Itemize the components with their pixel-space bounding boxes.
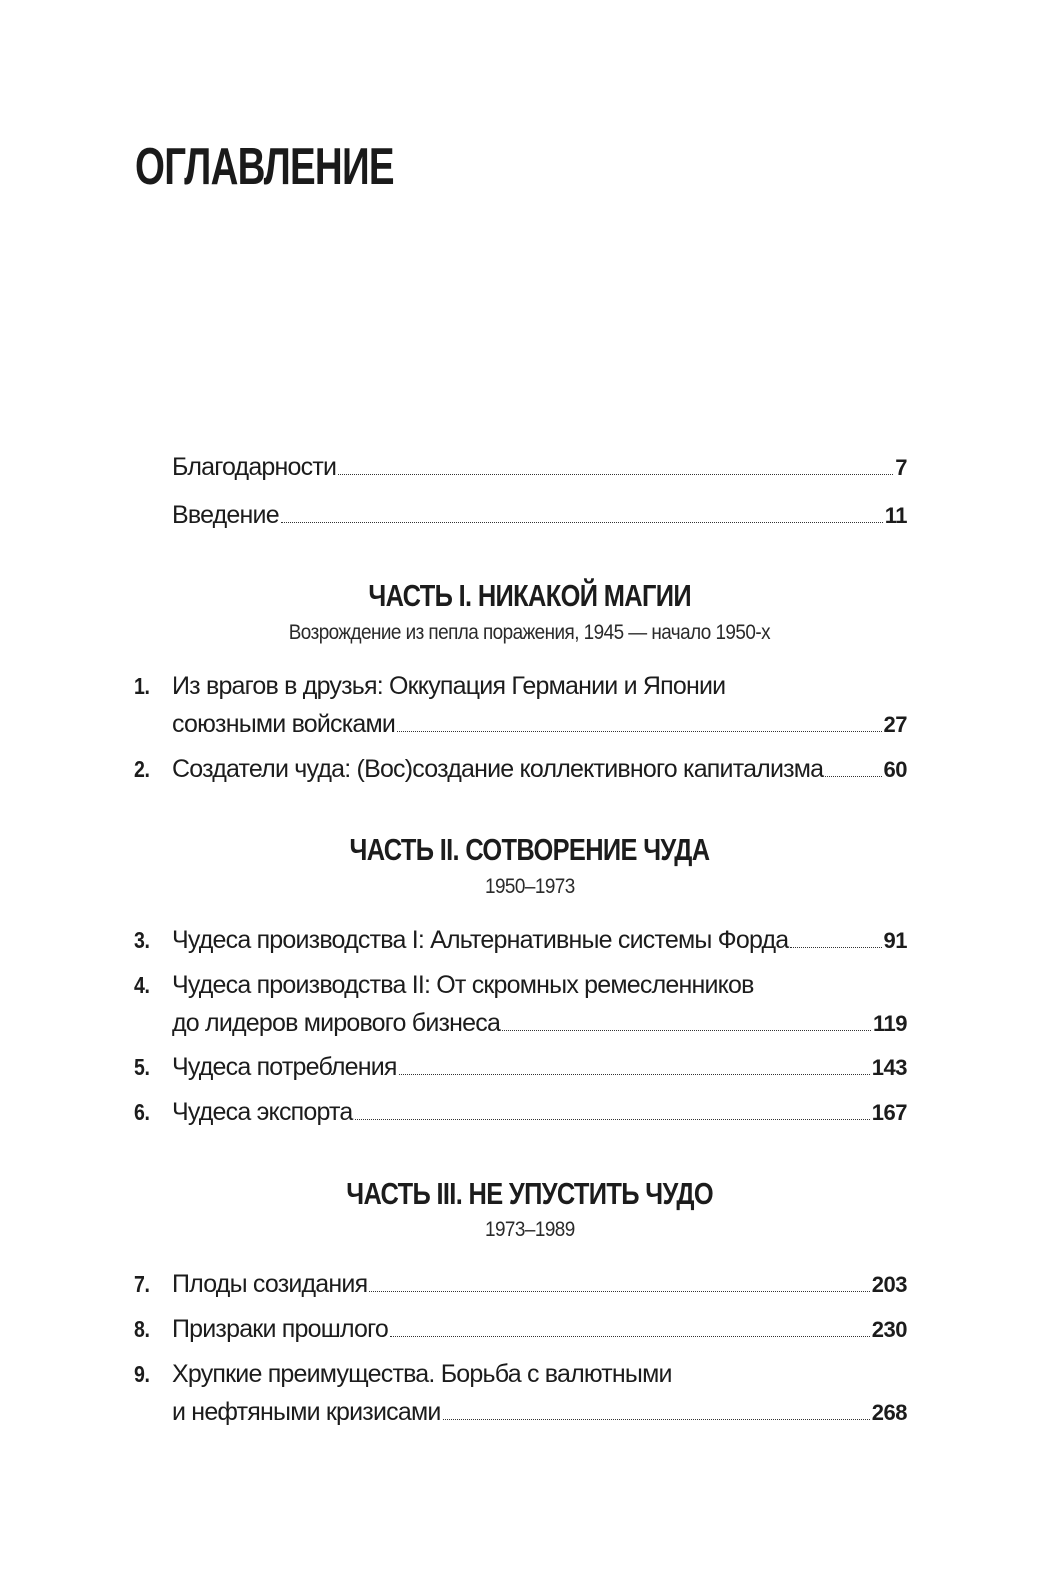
dot-leader bbox=[355, 1118, 870, 1120]
toc-entry-title: Чудеса потребления bbox=[172, 1053, 397, 1081]
toc-entry-title-cont: и нефтяными кризисами bbox=[172, 1398, 441, 1426]
toc-page-number: 11 bbox=[884, 503, 907, 528]
chapter-number: 2. bbox=[134, 756, 150, 782]
toc-entry-title: Чудеса производства II: От скромных ремесленников bbox=[172, 971, 754, 999]
toc-entry-introduction[interactable] bbox=[172, 496, 907, 534]
chapter-number: 5. bbox=[134, 1054, 150, 1080]
part-title: ЧАСТЬ III. НЕ УПУСТИТЬ ЧУДО bbox=[346, 1176, 713, 1211]
toc-chapter-2[interactable] bbox=[134, 750, 907, 788]
chapter-number: 3. bbox=[134, 927, 150, 953]
part-subtitle: 1973–1989 bbox=[484, 1218, 575, 1241]
toc-entry-acknowledgements[interactable] bbox=[172, 448, 907, 486]
chapter-number: 8. bbox=[134, 1316, 150, 1342]
toc-entry-title: Плоды созидания bbox=[172, 1270, 368, 1298]
toc-entry-title: Хрупкие преимущества. Борьба с валютными bbox=[172, 1360, 672, 1388]
toc-entry-title: Создатели чуда: (Вос)создание коллективного капитализма bbox=[172, 755, 824, 783]
part-subtitle: 1950–1973 bbox=[484, 875, 575, 898]
toc-entry-title: Из врагов в друзья: Оккупация Германии и Японии bbox=[172, 672, 726, 700]
toc-entry-title-cont: до лидеров мирового бизнеса bbox=[172, 1009, 501, 1037]
toc-page-number: 7 bbox=[895, 455, 907, 480]
toc-chapter-4[interactable] bbox=[134, 966, 907, 1042]
chapter-number: 6. bbox=[134, 1099, 150, 1125]
dot-leader bbox=[281, 521, 883, 523]
part-title: ЧАСТЬ I. НИКАКОЙ МАГИИ bbox=[368, 578, 691, 613]
part-subtitle: Возрождение из пепла поражения, 1945 — начало 1950-х bbox=[288, 621, 771, 644]
toc-page-number: 230 bbox=[871, 1317, 907, 1342]
toc-chapter-5[interactable] bbox=[134, 1048, 907, 1086]
toc-page-number: 167 bbox=[871, 1100, 907, 1125]
toc-page-number: 268 bbox=[871, 1400, 907, 1425]
toc-chapter-7[interactable] bbox=[134, 1265, 907, 1303]
toc-page-number: 27 bbox=[883, 712, 907, 737]
chapter-number: 1. bbox=[134, 673, 150, 699]
toc-entry-title: Призраки прошлого bbox=[172, 1315, 389, 1343]
dot-leader bbox=[399, 1073, 870, 1075]
dot-leader bbox=[502, 1029, 871, 1031]
toc-chapter-1[interactable] bbox=[134, 667, 907, 743]
dot-leader bbox=[790, 946, 881, 948]
dot-leader bbox=[825, 775, 881, 777]
toc-entry-title: Чудеса производства I: Альтернативные системы Форда bbox=[172, 926, 789, 954]
dot-leader bbox=[390, 1335, 870, 1337]
toc-page-number: 60 bbox=[883, 757, 907, 782]
toc-page-number: 119 bbox=[873, 1011, 907, 1036]
toc-chapter-8[interactable] bbox=[134, 1310, 907, 1348]
dot-leader bbox=[443, 1418, 870, 1420]
dot-leader bbox=[338, 473, 893, 475]
toc-entry-title-cont: союзными войсками bbox=[172, 710, 396, 738]
toc-page-number: 91 bbox=[883, 928, 907, 953]
toc-chapter-9[interactable] bbox=[134, 1355, 907, 1431]
toc-entry-title: Введение bbox=[172, 501, 279, 529]
dot-leader bbox=[397, 730, 881, 732]
page-title: ОГЛАВЛЕНИЕ bbox=[135, 138, 394, 196]
toc-entry-title: Благодарности bbox=[172, 453, 337, 481]
part-title: ЧАСТЬ II. СОТВОРЕНИЕ ЧУДА bbox=[349, 832, 710, 867]
toc-page-number: 203 bbox=[871, 1272, 907, 1297]
toc-chapter-6[interactable] bbox=[134, 1093, 907, 1131]
toc-entry-title: Чудеса экспорта bbox=[172, 1098, 353, 1126]
chapter-number: 7. bbox=[134, 1271, 150, 1297]
chapter-number: 9. bbox=[134, 1361, 150, 1387]
dot-leader bbox=[369, 1290, 869, 1292]
toc-page-number: 143 bbox=[871, 1055, 907, 1080]
toc-chapter-3[interactable] bbox=[134, 921, 907, 959]
chapter-number: 4. bbox=[134, 972, 150, 998]
